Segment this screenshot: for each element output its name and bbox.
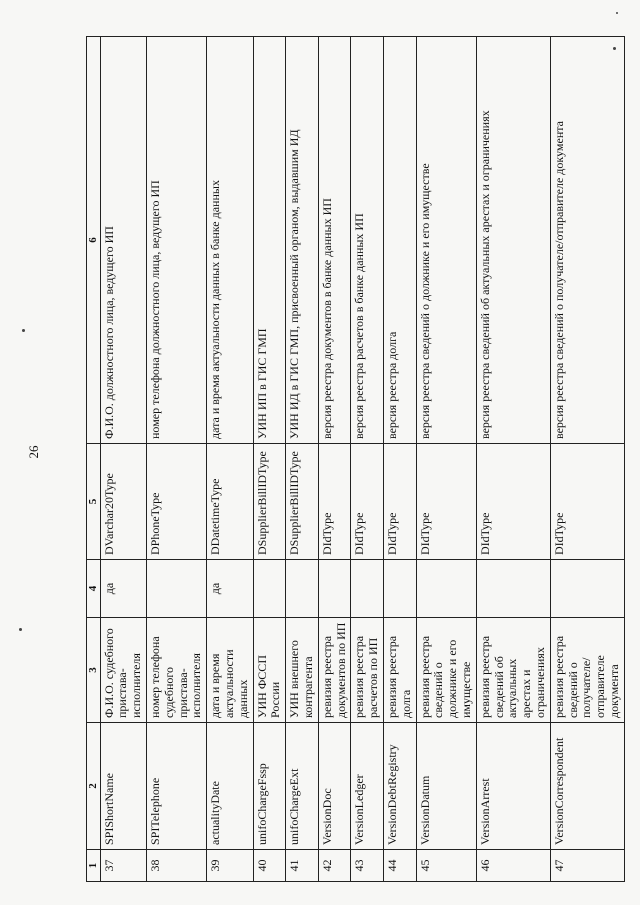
cell-type: DDatetimeType [207, 444, 253, 560]
cell-req [147, 560, 207, 618]
table-row [550, 37, 624, 882]
cell-num: 47 [550, 850, 624, 882]
column-header: 3 [87, 618, 101, 723]
cell-type: DSupplierBillIDType [286, 444, 319, 560]
cell-desc: ревизия реестра документов по ИП [318, 618, 351, 723]
cell-num: 37 [100, 850, 146, 882]
cell-comment: Ф.И.О. должностного лица, ведущего ИП [100, 37, 146, 444]
cell-num: 39 [207, 850, 253, 882]
cell-req [318, 560, 351, 618]
cell-num: 43 [351, 850, 384, 882]
cell-name: VersionDatum [416, 723, 476, 850]
cell-desc: Ф.И.О. судебного пристава-исполнителя [100, 618, 146, 723]
cell-type: DSupplierBillIDType [253, 444, 286, 560]
table-row [147, 37, 207, 882]
cell-type: DIdType [550, 444, 624, 560]
cell-req [416, 560, 476, 618]
scan-speck [22, 329, 25, 332]
cell-comment: версия реестра сведений об актуальных арестах и ограничениях [476, 37, 550, 444]
cell-req [351, 560, 384, 618]
cell-name: SPIShortName [100, 723, 146, 850]
cell-name: VersionDebtRegistry [383, 723, 416, 850]
table-row [416, 37, 476, 882]
cell-type: DIdType [383, 444, 416, 560]
table-row [383, 37, 416, 882]
cell-name: SPITelephone [147, 723, 207, 850]
cell-comment: УИН ИП в ГИС ГМП [253, 37, 286, 444]
cell-name: actualityDate [207, 723, 253, 850]
cell-req [476, 560, 550, 618]
cell-comment: дата и время актуальности данных в банке данных [207, 37, 253, 444]
table-container [86, 37, 621, 882]
cell-desc: ревизия реестра расчетов по ИП [351, 618, 384, 723]
cell-desc: дата и время актуальности данных [207, 618, 253, 723]
table-row [476, 37, 550, 882]
cell-req [550, 560, 624, 618]
cell-req: да [207, 560, 253, 618]
cell-name: VersionDoc [318, 723, 351, 850]
cell-type: DVarchar20Type [100, 444, 146, 560]
cell-comment: УИН ИД в ГИС ГМП, присвоенный органом, выдавшим ИД [286, 37, 319, 444]
cell-type: DIdType [416, 444, 476, 560]
cell-desc: ревизия реестра сведений о получателе/ отправителе документа [550, 618, 624, 723]
cell-req: да [100, 560, 146, 618]
cell-type: DPhoneType [147, 444, 207, 560]
cell-desc: номер телефона судебного пристава-исполнителя [147, 618, 207, 723]
cell-name: unifoChargeFssp [253, 723, 286, 850]
header-row [87, 37, 101, 882]
table-row [100, 37, 146, 882]
cell-desc: ревизия реестра долга [383, 618, 416, 723]
scan-speck [616, 12, 618, 14]
table-row [286, 37, 319, 882]
cell-num: 41 [286, 850, 319, 882]
page-number: 26 [26, 445, 41, 459]
cell-comment: версия реестра сведений о должнике и его имуществе [416, 37, 476, 444]
column-header: 6 [87, 37, 101, 444]
cell-desc: ревизия реестра сведений о должнике и его имуществе [416, 618, 476, 723]
cell-desc: УИН ФССП России [253, 618, 286, 723]
cell-comment: версия реестра долга [383, 37, 416, 444]
cell-num: 45 [416, 850, 476, 882]
cell-desc: УИН внешнего контрагента [286, 618, 319, 723]
cell-num: 40 [253, 850, 286, 882]
column-header: 2 [87, 723, 101, 850]
cell-req [253, 560, 286, 618]
column-header: 5 [87, 444, 101, 560]
cell-num: 46 [476, 850, 550, 882]
fields-table [86, 36, 625, 882]
cell-name: VersionCorrespondent [550, 723, 624, 850]
table-row [207, 37, 253, 882]
cell-type: DIdType [476, 444, 550, 560]
table-row [318, 37, 351, 882]
cell-comment: номер телефона должностного лица, ведущего ИП [147, 37, 207, 444]
cell-num: 38 [147, 850, 207, 882]
cell-name: VersionArrest [476, 723, 550, 850]
cell-name: unifoChargeExt [286, 723, 319, 850]
cell-comment: версия реестра документов в банке данных ИП [318, 37, 351, 444]
cell-desc: ревизия реестра сведений об актуальных арестах и ограничениях [476, 618, 550, 723]
cell-req [286, 560, 319, 618]
cell-num: 42 [318, 850, 351, 882]
cell-comment: версия реестра расчетов в банке данных ИП [351, 37, 384, 444]
cell-comment: версия реестра сведений о получателе/отправителе документа [550, 37, 624, 444]
column-header: 1 [87, 850, 101, 882]
cell-type: DIdType [318, 444, 351, 560]
table-row [253, 37, 286, 882]
cell-num: 44 [383, 850, 416, 882]
table-row [351, 37, 384, 882]
scan-speck [19, 628, 22, 631]
column-header: 4 [87, 560, 101, 618]
cell-type: DIdType [351, 444, 384, 560]
cell-name: VersionLedger [351, 723, 384, 850]
cell-req [383, 560, 416, 618]
